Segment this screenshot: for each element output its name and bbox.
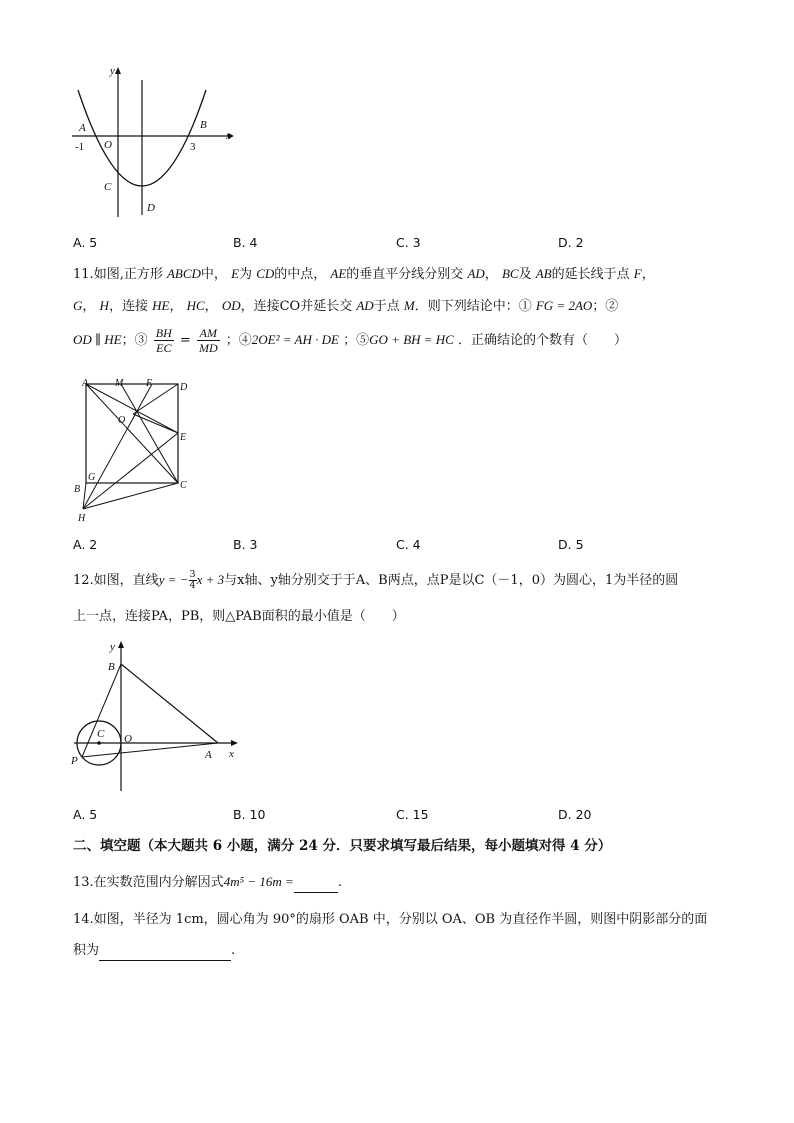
fig11-label-M: M [115, 378, 124, 389]
fig11-label-D: D [180, 382, 188, 393]
tick-three: 3 [190, 141, 196, 153]
q11-option-a[interactable]: A. 2 [73, 537, 98, 552]
fig12-label-A: A [205, 749, 212, 761]
q12-option-d[interactable]: D. 20 [558, 807, 592, 822]
fig12-label-P: P [71, 755, 78, 767]
fig11-label-O: O [118, 415, 126, 426]
fig12-label-B: B [108, 661, 115, 673]
q11-option-c[interactable]: C. 4 [396, 537, 421, 552]
fig12-x-label: x [229, 748, 234, 760]
square-figure [74, 376, 194, 524]
q13-answer-blank[interactable] [294, 878, 338, 893]
q10-option-b[interactable]: B. 4 [233, 235, 258, 250]
fig11-label-A: A [82, 378, 89, 389]
fig12-y-label: y [110, 641, 115, 653]
fraction-bh-ec: $\frac{BH}{EC}$ [155, 326, 172, 355]
fig11-label-G: G [88, 472, 96, 483]
point-D-label: D [147, 202, 155, 214]
q11-option-d[interactable]: D. 5 [558, 537, 584, 552]
fig12-label-O: O [124, 733, 132, 745]
fig11-label-C: C [180, 480, 187, 491]
fraction-am-md: $\frac{AM}{MD}$ [198, 326, 218, 355]
parabola-figure [70, 62, 240, 222]
q14-answer-blank[interactable] [99, 946, 231, 961]
point-C-label: C [104, 181, 112, 193]
q10-option-a[interactable]: A. 5 [73, 235, 98, 250]
q12-option-a[interactable]: A. 5 [73, 807, 98, 822]
fig11-label-F: F [146, 378, 153, 389]
section-heading-fill-in: 二、填空题（本大题共 6 小题，满分 24 分．只要求填写最后结果，每小题填对得 4 分） [73, 838, 612, 854]
q12-option-c[interactable]: C. 15 [396, 807, 429, 822]
q11-line3: OD ∥ HE；③ $\frac{BH}{EC}$ = $\frac{AM}{MD}$ ；④2OE² = AH · DE ；⑤GO + BH = HC ．正确结论的个数有（ ） [73, 326, 628, 355]
fig12-label-C: C [97, 728, 105, 740]
y-axis-label: y [110, 65, 115, 77]
q12-line1: 12.如图，直线y = − $\frac{3}{4}x + 3$与x轴、y轴分别交于于A、B两点，点P是以C（－1，0）为圆心，1为半径的圆 [73, 569, 679, 591]
point-B-label: B [200, 119, 207, 131]
point-A-label: A [79, 122, 86, 134]
line-circle-figure [68, 636, 248, 796]
q10-option-d[interactable]: D. 2 [558, 235, 584, 250]
fig11-label-E: E [180, 432, 187, 443]
fraction-three-quarters: $\frac{3}{4}$ [189, 569, 196, 591]
origin-label: O [104, 139, 112, 151]
q10-option-c[interactable]: C. 3 [396, 235, 421, 250]
q14-line1: 14.如图，半径为 1cm，圆心角为 90°的扇形 OAB 中，分别以 OA、OB 为直径作半圆，则图中阴影部分的面 [73, 912, 708, 927]
x-axis-label: x [226, 130, 231, 142]
fig11-label-B: B [74, 484, 81, 495]
q11-option-b[interactable]: B. 3 [233, 537, 258, 552]
q11-line1: 11.如图,正方形 ABCD中， E为 CD的中点， AE的垂直平分线分别交 AD， BC及 AB的延长线于点 F， [73, 266, 655, 282]
q14-line2: 积为 . [73, 941, 235, 961]
q12-option-b[interactable]: B. 10 [233, 807, 266, 822]
q13-line: 13.在实数范围内分解因式4m⁵ − 16m = . [73, 872, 342, 893]
tick-minus-one: -1 [75, 141, 85, 153]
q12-line2: 上一点，连接PA，PB，则△PAB面积的最小值是（ ） [73, 609, 405, 624]
fig11-label-H: H [78, 513, 86, 524]
q11-line2: G， H，连接 HE， HC， OD，连接CO并延长交 AD于点 M．则下列结论中：① FG = 2AO；② [73, 298, 619, 314]
